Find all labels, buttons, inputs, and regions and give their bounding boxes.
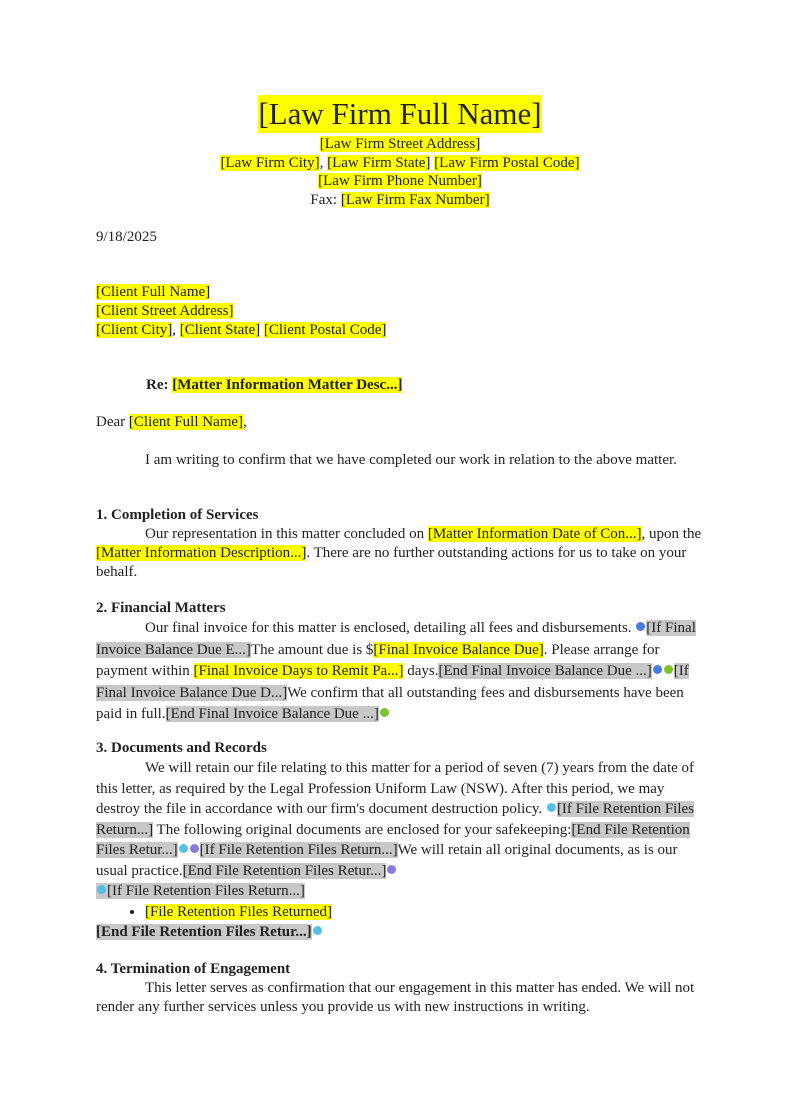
text-run: We confirm that all outstanding fees and disbursements have been paid in full.: [96, 684, 684, 722]
files-returned-field[interactable]: [File Retention Files Returned]: [145, 903, 333, 920]
matter-description-field[interactable]: [Matter Information Description...]: [96, 545, 307, 561]
list-condition-line: [96, 881, 706, 902]
text-run: The amount due is $: [250, 641, 374, 658]
section-heading: 1. Completion of Services: [96, 507, 259, 523]
condition-start-tag[interactable]: [If Final Invoice Balance Due E...]: [96, 620, 696, 658]
client-address-block: [Client Full Name] [Client Street Address] [Client City], [Client State] [Client Postal Code]: [96, 284, 387, 338]
section-body: [96, 618, 706, 726]
condition-marker-icon[interactable]: [97, 885, 106, 894]
client-name-field[interactable]: [Client Full Name]: [96, 284, 211, 300]
firm-state-field[interactable]: [Law Firm State]: [327, 154, 431, 171]
section-heading: 2. Financial Matters: [96, 600, 226, 616]
condition-start-tag[interactable]: [If File Retention Files Return...]: [96, 801, 695, 838]
client-state-field[interactable]: [Client State]: [179, 322, 261, 338]
condition-marker-icon[interactable]: [387, 865, 396, 874]
list-item: [145, 902, 706, 923]
firm-name-field[interactable]: [Law Firm Full Name]: [258, 96, 542, 131]
salutation-name-field[interactable]: [Client Full Name]: [128, 414, 244, 430]
section-financial: [96, 599, 706, 726]
text-run: . Please arrange for payment within: [96, 641, 660, 679]
text-run: days.: [403, 663, 439, 679]
letter-date: 9/18/2025: [96, 229, 157, 245]
re-line: [146, 376, 756, 395]
section-body: [96, 758, 706, 881]
text-run: The following original documents are enclosed for your safekeeping:: [153, 821, 572, 838]
condition-start-tag[interactable]: [If File Retention Files Return...]: [199, 842, 398, 858]
client-city-field[interactable]: [Client City]: [96, 322, 173, 338]
condition-marker-icon[interactable]: [664, 665, 673, 674]
condition-end-tag[interactable]: [End File Retention Files Retur...]: [96, 821, 690, 858]
days-to-remit-field[interactable]: [Final Invoice Days to Remit Pa...]: [193, 663, 404, 679]
condition-marker-icon[interactable]: [380, 708, 389, 717]
text-run: Our final invoice for this matter is enclosed, detailing all fees and disbursements.: [145, 620, 636, 636]
section-completion: [96, 506, 706, 582]
condition-marker-icon[interactable]: [313, 926, 322, 935]
condition-end-tag[interactable]: [End Final Invoice Balance Due ...]: [165, 706, 379, 722]
client-street-field[interactable]: [Client Street Address]: [96, 303, 234, 319]
section-body: This letter serves as confirmation that our engagement in this matter has ended. We will not render any further services unless you provide us with new instructions in writing.: [96, 980, 695, 1015]
salutation-dear: Dear: [96, 414, 126, 430]
client-postal-field[interactable]: [Client Postal Code]: [263, 322, 387, 338]
matter-date-field[interactable]: [Matter Information Date of Con...]: [427, 526, 642, 542]
section-heading: 3. Documents and Records: [96, 740, 267, 756]
condition-start-tag[interactable]: [If File Retention Files Return...]: [107, 883, 305, 899]
section-termination: [96, 960, 706, 1017]
text-run: We will retain our file relating to this matter for a period of seven (7) years from the date of this letter, as required by the Legal Profession Uniform Law (NSW). After this period, we may destroy the file in accordance with our firm's document destruction policy.: [96, 760, 695, 817]
firm-phone-field[interactable]: [Law Firm Phone Number]: [318, 173, 482, 189]
firm-fax-field[interactable]: [Law Firm Fax Number]: [340, 191, 490, 208]
condition-end-tag[interactable]: [End File Retention Files Retur...]: [182, 862, 387, 879]
salutation: [96, 413, 706, 432]
condition-marker-icon[interactable]: [653, 665, 662, 674]
salutation-comma: ,: [243, 414, 247, 430]
intro-text: I am writing to confirm that we have completed our work in relation to the above matter.: [145, 452, 677, 468]
condition-end-tag[interactable]: [End Final Invoice Balance Due ...]: [438, 663, 652, 679]
condition-marker-icon[interactable]: [190, 844, 199, 853]
condition-marker-icon[interactable]: [547, 803, 556, 812]
condition-start-tag[interactable]: [If Final Invoice Balance Due D...]: [96, 663, 689, 701]
text-run: We will retain all original documents, as is our usual practice.: [96, 842, 678, 879]
section-heading: 4. Termination of Engagement: [96, 961, 291, 977]
text-run: , upon the: [641, 526, 702, 542]
re-label: Re:: [146, 377, 169, 393]
text-run: . There are no further outstanding actions for us to take on your behalf.: [96, 545, 687, 580]
returned-files-list: [96, 902, 706, 923]
intro-paragraph: [96, 451, 706, 470]
section-documents: [96, 739, 706, 943]
firm-city-field[interactable]: [Law Firm City]: [220, 154, 320, 171]
text-run: Our representation in this matter concluded on: [145, 526, 428, 542]
firm-street-field[interactable]: [Law Firm Street Address]: [319, 136, 481, 152]
condition-marker-icon[interactable]: [179, 844, 188, 853]
letterhead: [Law Firm Full Name] [Law Firm Street Address] [Law Firm City], [Law Firm State] [Law Firm Postal Code] [Law Firm Phone Number] Fax: [Law Firm Fax Number]: [220, 96, 580, 208]
firm-postal-field[interactable]: [Law Firm Postal Code]: [434, 154, 580, 171]
condition-end-tag[interactable]: [End File Retention Files Retur...]: [96, 924, 312, 940]
section-body: [96, 525, 706, 582]
matter-desc-field[interactable]: [Matter Information Matter Desc...]: [172, 377, 403, 393]
list-condition-end-line: [96, 922, 706, 943]
balance-due-field[interactable]: [Final Invoice Balance Due]: [373, 641, 544, 658]
fax-label: Fax:: [310, 191, 338, 208]
condition-marker-icon[interactable]: [636, 622, 645, 631]
